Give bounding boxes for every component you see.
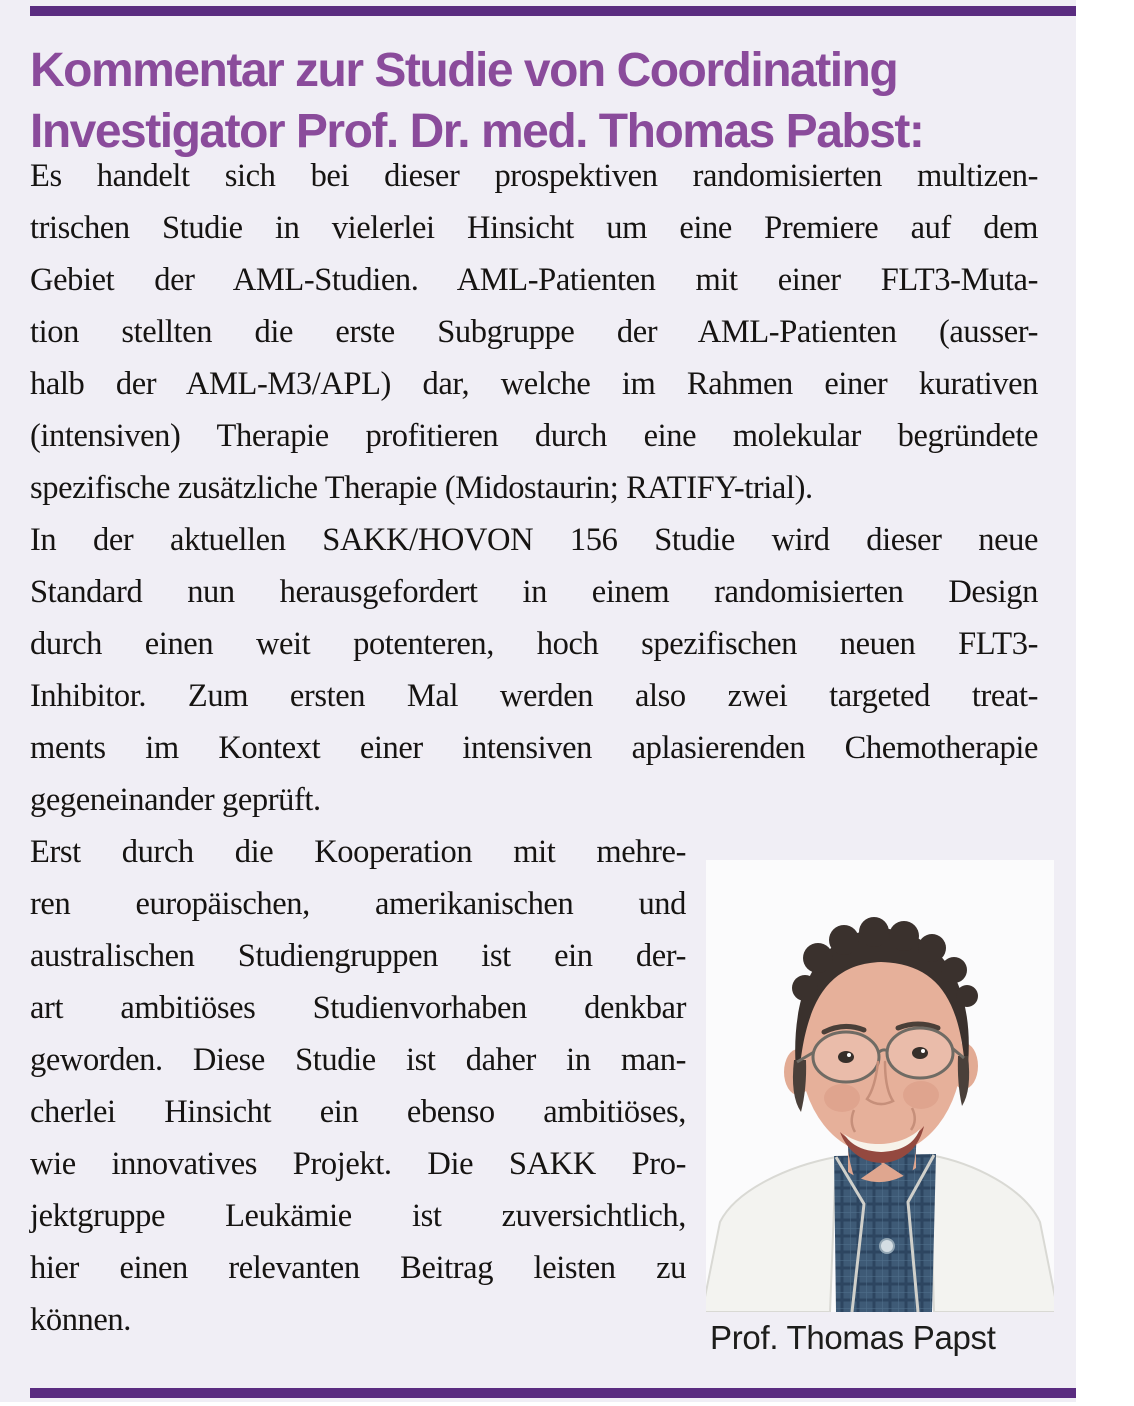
text-line: hier einen relevanten Beitrag leisten zu (30, 1250, 686, 1286)
paragraph-3 (30, 826, 686, 1346)
text-line: durch einen weit potenteren, hoch spezifischen neuen FLT3- (30, 626, 1038, 662)
text-line: halb der AML-M3/APL) dar, welche im Rahmen einer kurativen (30, 366, 1038, 402)
text-line: tion stellten die erste Subgruppe der AML-Patienten (ausser- (30, 314, 1038, 350)
text-line: Inhibitor. Zum ersten Mal werden also zwei targeted treat- (30, 678, 1038, 714)
text-line: Standard nun herausgefordert in einem randomisierten Design (30, 574, 1038, 610)
text-line: jektgruppe Leukämie ist zuversichtlich, (30, 1198, 686, 1234)
text-line: art ambitiöses Studienvorhaben denkbar (30, 990, 686, 1026)
heading-line-1: Kommentar zur Studie von Coordinating (30, 44, 898, 97)
bottom-divider-rule (30, 1388, 1076, 1398)
text-line: In der aktuellen SAKK/HOVON 156 Studie wird dieser neue (30, 522, 1038, 558)
text-line: (intensiven) Therapie profitieren durch eine molekular begründete (30, 418, 1038, 454)
text-line: Erst durch die Kooperation mit mehre- (30, 834, 686, 870)
text-line: Gebiet der AML-Studien. AML-Patienten mit einer FLT3-Muta- (30, 262, 1038, 298)
text-line: können. (30, 1302, 132, 1338)
commentary-heading (30, 40, 1070, 162)
text-line: wie innovatives Projekt. Die SAKK Pro- (30, 1146, 686, 1182)
text-line: Es handelt sich bei dieser prospektiven randomisierten multizen- (30, 158, 1038, 194)
portrait-illustration (706, 860, 1054, 1312)
text-line: ren europäischen, amerikanischen und (30, 886, 686, 922)
text-line: cherlei Hinsicht ein ebenso ambitiöses, (30, 1094, 686, 1130)
text-line: australischen Studiengruppen ist ein der- (30, 938, 686, 974)
top-divider-rule (30, 6, 1076, 16)
text-line: gegeneinander geprüft. (30, 782, 321, 818)
heading-line-2: Investigator Prof. Dr. med. Thomas Pabst: (30, 105, 924, 158)
paragraph-2 (30, 514, 1038, 826)
paragraph-1 (30, 150, 1038, 514)
portrait-photo (706, 860, 1054, 1312)
photo-caption: Prof. Thomas Papst (710, 1319, 996, 1356)
text-line: ments im Kontext einer intensiven aplasierenden Chemotherapie (30, 730, 1038, 766)
text-line: spezifische zusätzliche Therapie (Midostaurin; RATIFY-trial). (30, 470, 813, 506)
text-line: geworden. Diese Studie ist daher in man- (30, 1042, 686, 1078)
text-line: trischen Studie in vielerlei Hinsicht um eine Premiere auf dem (30, 210, 1038, 246)
